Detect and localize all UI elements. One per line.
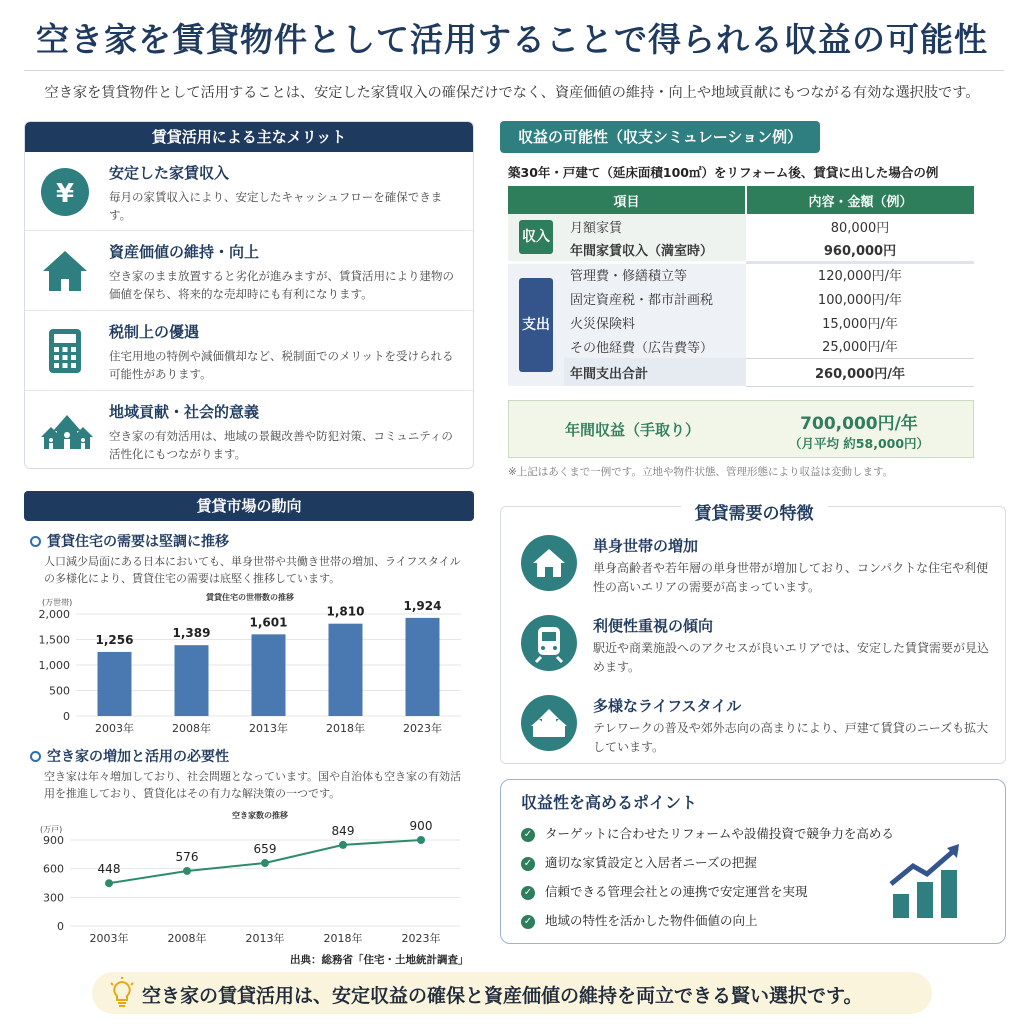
demand-desc: 単身高齢者や若年層の単身世帯が増加しており、コンパクトな住宅や利便性の高いエリアの需要が高まっています。 — [593, 561, 989, 594]
house-icon — [39, 245, 91, 297]
bar — [329, 624, 363, 716]
demand-item — [521, 615, 991, 695]
merit-item — [25, 390, 473, 469]
table-cell: 管理費・修繕積立等 — [564, 262, 746, 286]
merits-panel — [24, 121, 474, 469]
demand-title: 利便性重視の傾向 — [593, 617, 714, 635]
rental-households-bar-chart — [30, 588, 470, 738]
x-tick-label: 2008年 — [167, 932, 207, 945]
y-tick-label: 1,000 — [38, 659, 70, 672]
calculator-icon — [39, 325, 91, 377]
merits-header: 賃貸活用による主なメリット — [25, 122, 473, 152]
bar-data-label: 1,924 — [403, 598, 442, 613]
point-data-label: 448 — [97, 862, 121, 877]
col-header-item: 項目 — [508, 186, 746, 214]
title-divider — [24, 70, 1004, 71]
merit-desc: 住宅用地の特例や減価償却など、税制面でのメリットを受けられる可能性があります。 — [109, 349, 454, 381]
check-icon: ✓ — [521, 886, 535, 900]
merit-title: 地域貢献・社会的意義 — [109, 403, 260, 421]
chart-title: 賃貸住宅の世帯数の推移 — [206, 593, 294, 602]
demand-item — [521, 695, 991, 775]
bar — [98, 652, 132, 716]
vacant-houses-line-chart — [30, 806, 470, 948]
x-tick-label: 2013年 — [249, 722, 288, 735]
point-data-label: 576 — [175, 849, 199, 864]
homes-icon — [521, 695, 577, 751]
data-point — [261, 859, 269, 867]
y-tick-label: 600 — [43, 862, 64, 876]
table-cell: 15,000円/年 — [746, 310, 974, 334]
y-tick-label: 300 — [43, 891, 64, 905]
revenue-caption: 築30年・戸建て（延床面積100㎡）をリフォーム後、賃貸に出した場合の例 — [508, 165, 939, 180]
net-income-box — [508, 400, 974, 458]
yen-icon — [39, 166, 91, 218]
data-point — [339, 841, 347, 849]
revenue-note: ※上記はあくまで一例です。立地や物件状態、管理形態により収益は変動します。 — [508, 466, 894, 478]
bar — [406, 618, 440, 716]
source-note: 出典：総務省「住宅・土地統計調査」 — [290, 954, 469, 966]
bar — [252, 634, 286, 716]
y-unit-label: (万世帯) — [42, 598, 73, 607]
bottom-message: 空き家の賃貸活用は、安定収益の確保と資産価値の維持を両立できる賢い選択です。 — [142, 985, 863, 1007]
income-label: 収入 — [519, 220, 553, 254]
x-tick-label: 2023年 — [401, 932, 441, 945]
y-tick-label: 1,500 — [38, 633, 70, 647]
demand-title: 多様なライフスタイル — [593, 697, 742, 715]
demand-title: 単身世帯の増加 — [593, 537, 699, 555]
table-cell: 固定資産税・都市計画税 — [564, 286, 746, 310]
x-tick-label: 2003年 — [95, 722, 134, 735]
check-icon: ✓ — [521, 828, 535, 842]
points-header: 収益性を高めるポイント — [521, 793, 698, 812]
y-tick-label: 0 — [57, 920, 64, 933]
revenue-header: 収益の可能性（収支シミュレーション例） — [500, 121, 820, 153]
merit-desc: 空き家の有効活用は、地域の景観改善や防犯対策、コミュニティの活性化にもつながります。 — [109, 429, 453, 461]
col-header-value: 内容・金額（例） — [746, 186, 974, 214]
point-data-label: 659 — [253, 842, 277, 857]
bottom-message-banner — [92, 972, 932, 1014]
bullet-circle-icon — [30, 751, 41, 762]
table-cell: 960,000円 — [746, 238, 974, 262]
community-icon — [39, 405, 91, 457]
check-icon: ✓ — [521, 915, 535, 929]
demand-item — [521, 535, 991, 615]
page-title: 空き家を賃貸物件として活用することで得られる収益の可能性 — [36, 20, 988, 59]
x-tick-label: 2013年 — [245, 932, 285, 945]
merit-desc: 毎月の家賃収入により、安定したキャッシュフローを確保できます。 — [109, 190, 443, 222]
house-icon — [521, 535, 577, 591]
table-cell: 年間家賃収入（満室時） — [564, 238, 746, 262]
merit-item — [25, 310, 473, 390]
point-item: ✓ 地域の特性を活かした物件価値の向上 — [521, 911, 758, 929]
expense-label: 支出 — [519, 278, 553, 372]
bar — [175, 645, 209, 716]
table-cell: 月額家賃 — [564, 214, 746, 238]
market-section2-text: 空き家は年々増加しており、社会問題となっています。国や自治体も空き家の有効活用を推進しており、賃貸化はその有力な解決策の一つです。 — [44, 770, 462, 800]
y-tick-label: 900 — [43, 834, 64, 847]
table-cell: 100,000円/年 — [746, 286, 974, 310]
point-item: ✓ 適切な家賃設定と入居者ニーズの把握 — [521, 853, 757, 871]
net-sub: （月平均 約58,000円） — [788, 436, 930, 451]
y-tick-label: 2,000 — [38, 608, 70, 621]
table-cell: 火災保険料 — [564, 310, 746, 334]
demand-desc: テレワークの普及や郊外志向の高まりにより、戸建て賃貸のニーズも拡大しています。 — [593, 721, 989, 754]
net-value: 700,000円/年 — [800, 414, 918, 434]
check-icon: ✓ — [521, 857, 535, 871]
demand-panel — [500, 506, 1006, 764]
growth-chart-icon — [887, 842, 967, 926]
point-item: ✓ ターゲットに合わせたリフォームや設備投資で競争力を高める — [521, 824, 894, 842]
table-cell: 年間支出合計 — [564, 358, 746, 386]
market-section1-text: 人口減少局面にある日本においても、単身世帯や共働き世帯の増加、ライフスタイルの多様化により、賃貸住宅の需要は底堅く推移しています。 — [44, 555, 461, 585]
market-section2-title: 空き家の増加と活用の必要性 — [30, 746, 229, 766]
data-point — [417, 836, 425, 844]
bar-data-label: 1,256 — [95, 632, 134, 647]
market-section1-title: 賃貸住宅の需要は堅調に推移 — [30, 531, 229, 551]
chart-title: 空き家数の推移 — [232, 811, 288, 820]
point-item: ✓ 信頼できる管理会社との連携で安定運営を実現 — [521, 882, 808, 900]
y-unit-label: (万戸) — [40, 825, 63, 834]
bullet-circle-icon — [30, 536, 41, 547]
lightbulb-icon — [108, 977, 136, 1013]
table-cell: その他経費（広告費等） — [564, 334, 746, 358]
merit-desc: 空き家のまま放置すると劣化が進みますが、賃貸活用により建物の価値を保ち、将来的な売却時にも有利になります。 — [109, 269, 454, 301]
x-tick-label: 2023年 — [403, 722, 442, 735]
points-panel — [500, 779, 1006, 944]
merit-item — [25, 230, 473, 310]
x-tick-label: 2018年 — [323, 932, 363, 945]
table-cell: 260,000円/年 — [746, 358, 974, 386]
merit-title: 税制上の優遇 — [109, 323, 200, 341]
x-tick-label: 2018年 — [326, 722, 365, 735]
table-cell: 120,000円/年 — [746, 262, 974, 286]
merit-title: 安定した家賃収入 — [109, 164, 230, 182]
y-tick-label: 0 — [63, 710, 70, 723]
bar-data-label: 1,389 — [172, 626, 211, 641]
merit-item — [25, 152, 473, 232]
bar-data-label: 1,810 — [326, 604, 365, 619]
market-header: 賃貸市場の動向 — [24, 491, 474, 521]
train-icon — [521, 615, 577, 671]
revenue-table — [508, 186, 974, 387]
table-cell: 80,000円 — [746, 214, 974, 238]
x-tick-label: 2003年 — [89, 932, 129, 945]
bar-data-label: 1,601 — [249, 615, 288, 630]
net-label: 年間収益（手取り） — [565, 421, 701, 439]
y-tick-label: 500 — [49, 684, 70, 698]
point-data-label: 900 — [409, 819, 433, 833]
data-point — [183, 867, 191, 875]
merit-title: 資産価値の維持・向上 — [109, 243, 260, 261]
intro-text: 空き家を賃貸物件として活用することは、安定した家賃収入の確保だけでなく、資産価値の維持・向上や地域貢献にもつながる有効な選択肢です。 — [44, 85, 980, 101]
demand-header: 賃貸需要の特徴 — [501, 499, 1007, 524]
demand-desc: 駅近や商業施設へのアクセスが良いエリアでは、安定した賃貸需要が見込めます。 — [593, 641, 990, 674]
x-tick-label: 2008年 — [172, 722, 211, 735]
svg-text:¥: ¥ — [55, 179, 75, 209]
point-data-label: 849 — [331, 823, 355, 838]
table-cell: 25,000円/年 — [746, 334, 974, 358]
data-point — [105, 879, 113, 887]
